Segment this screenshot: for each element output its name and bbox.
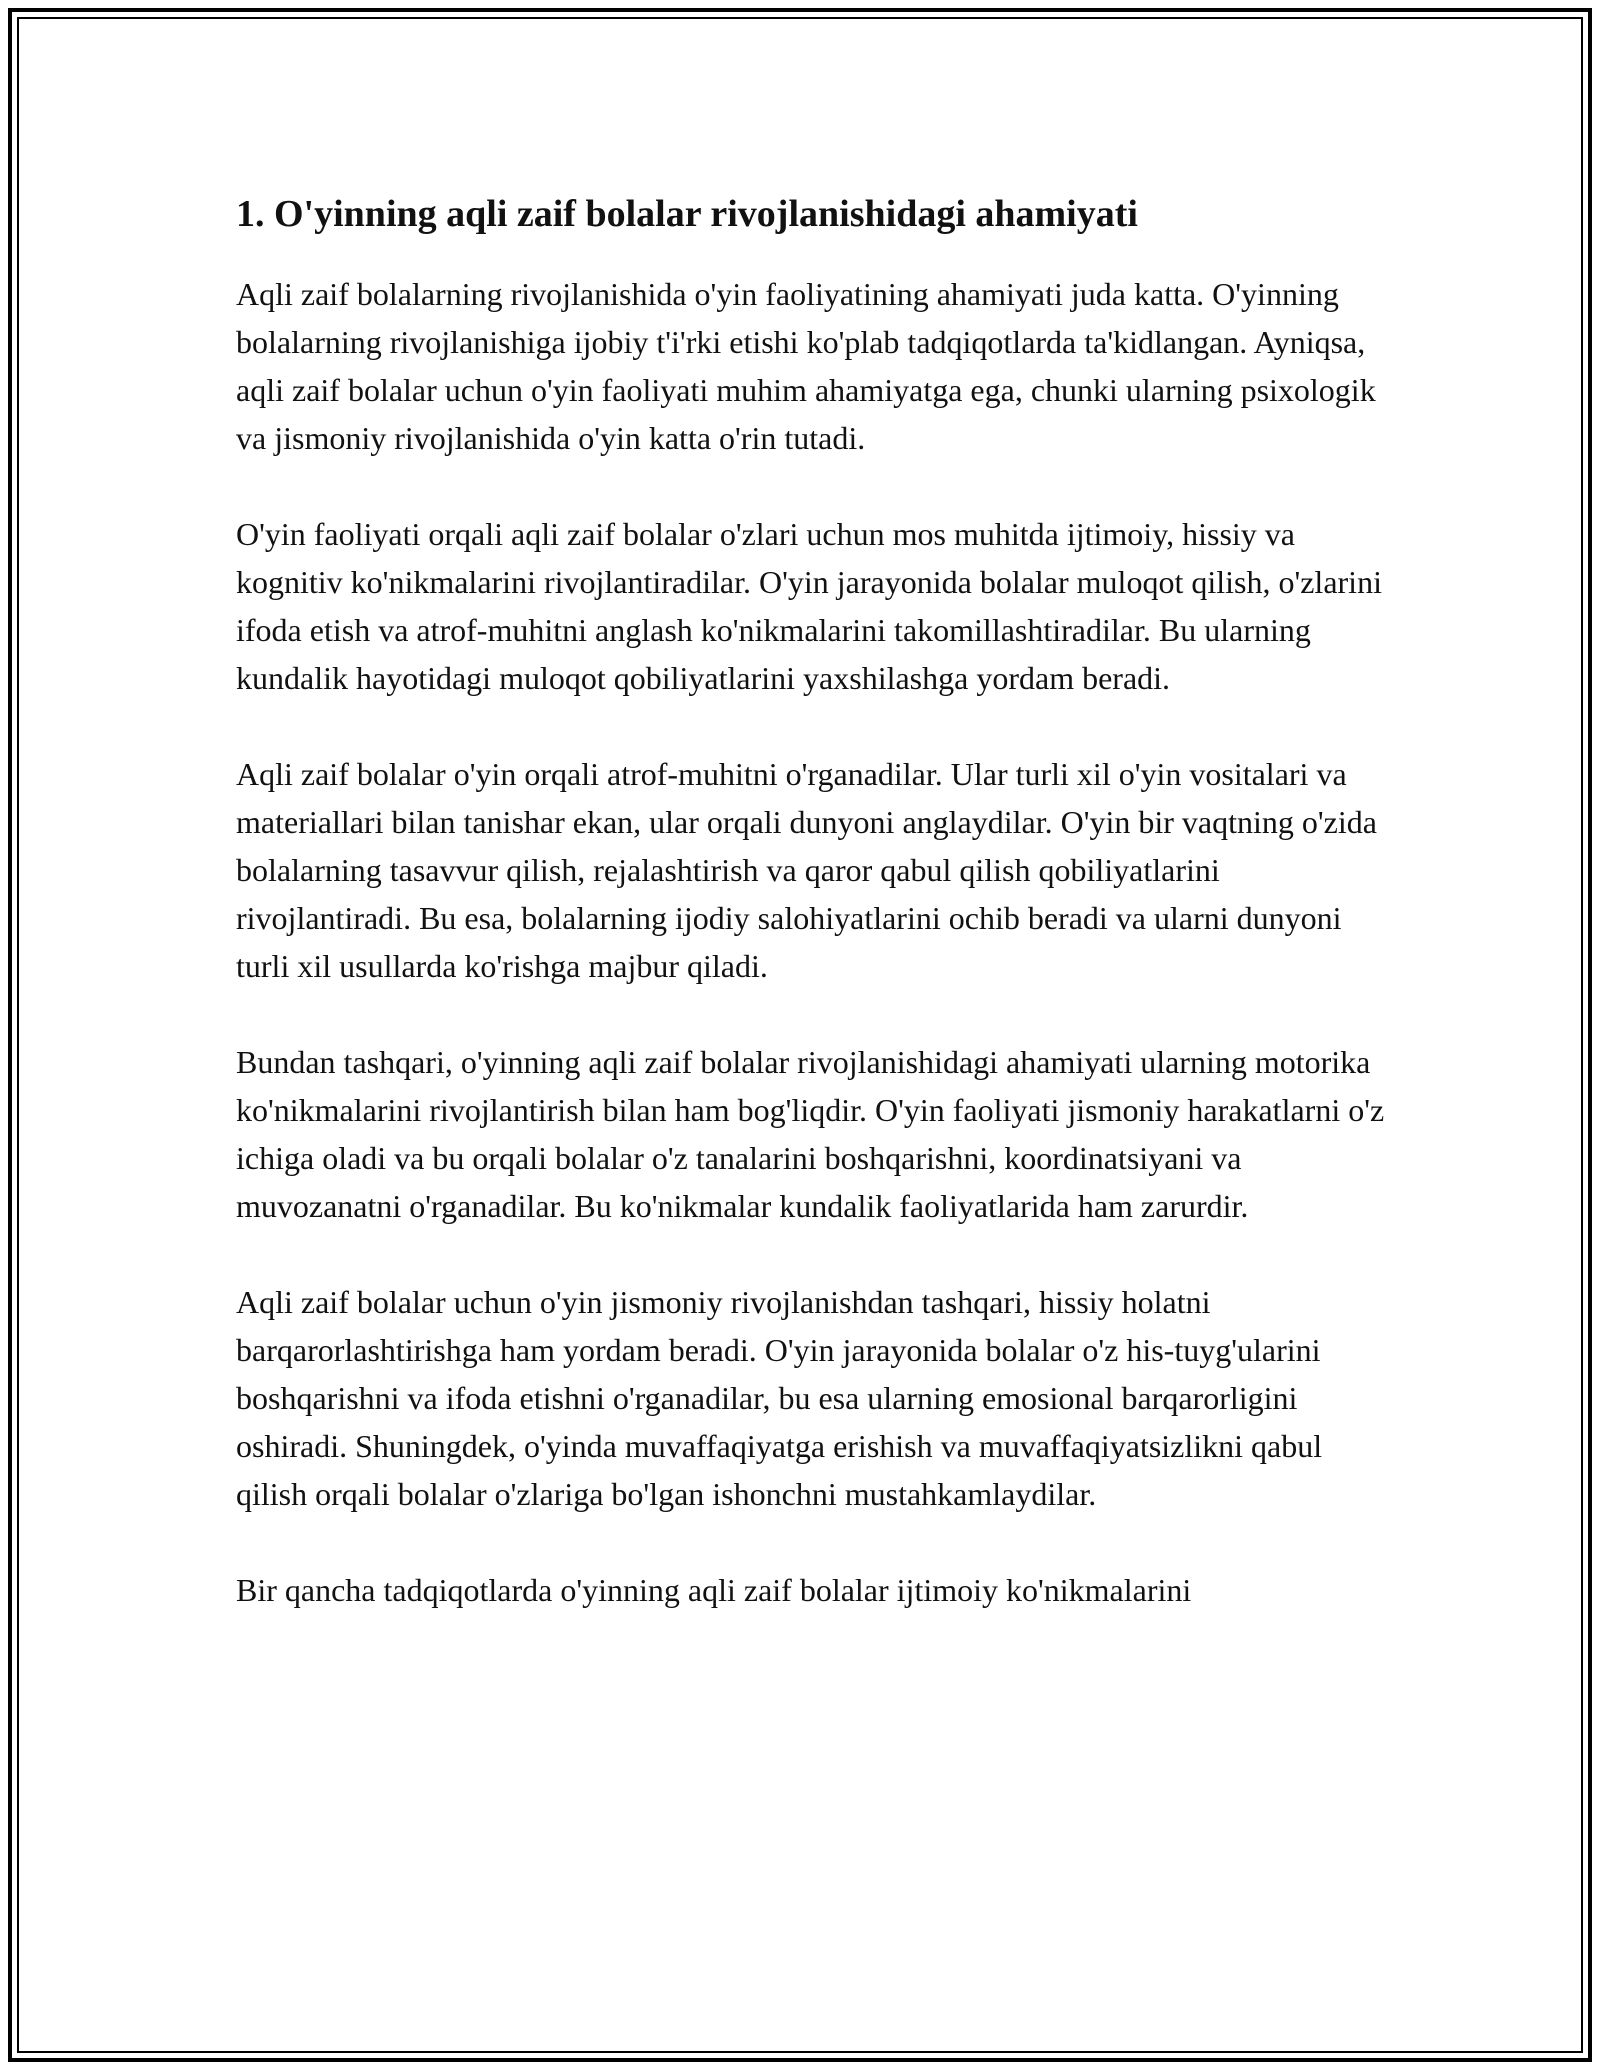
paragraph-6: Bir qancha tadqiqotlarda o'yinning aqli zaif bolalar ijtimoiy ko'nikmalarini xyxy=(236,1572,1192,1608)
paragraph-3: Aqli zaif bolalar o'yin orqali atrof-muhitni o'rganadilar. Ular turli xil o'yin vositalari va materiallari bilan tanishar ekan, ular orqali dunyoni anglaydilar. O'yin bir vaqtning o'zida bolalarning tasavvur qilish, rejalashtirish va qaror qabul qilish qobiliyatlarini rivojlantiradi. Bu esa, bolalarning ijodiy salohiyatlarini ochib beradi va ularni dunyoni turli xil usullarda ko'rishga majbur qiladi. xyxy=(236,756,1377,984)
document-body xyxy=(236,186,1386,1614)
paragraph-2: O'yin faoliyati orqali aqli zaif bolalar o'zlari uchun mos muhitda ijtimoiy, hissiy va kognitiv ko'nikmalarini rivojlantiradilar. O'yin jarayonida bolalar muloqot qilish, o'zlarini ifoda etish va atrof-muhitni anglash ko'nikmalarini takomillashtiradilar. Bu ularning kundalik hayotidagi muloqot qobiliyatlarini yaxshilashga yordam beradi. xyxy=(236,516,1382,696)
paragraph-1: Aqli zaif bolalarning rivojlanishida o'yin faoliyatining ahamiyati juda katta. O'yinning bolalarning rivojlanishiga ijobiy t'i'rki etishi ko'plab tadqiqotlarda ta'kidlangan. Ayniqsa, aqli zaif bolalar uchun o'yin faoliyati muhim ahamiyatga ega, chunki ularning psixologik va jismoniy rivojlanishida o'yin katta o'rin tutadi. xyxy=(236,276,1376,456)
paragraph-5: Aqli zaif bolalar uchun o'yin jismoniy rivojlanishdan tashqari, hissiy holatni barqarorlashtirishga ham yordam beradi. O'yin jarayonida bolalar o'z his-tuyg'ularini boshqarishni va ifoda etishni o'rganadilar, bu esa ularning emosional barqarorligini oshiradi. Shuningdek, o'yinda muvaffaqiyatga erishish va muvaffaqiyatsizlikni qabul qilish orqali bolalar o'zlariga bo'lgan ishonchni mustahkamlaydilar. xyxy=(236,1284,1323,1512)
section-heading: 1. O'yinning aqli zaif bolalar rivojlanishidagi ahamiyati xyxy=(236,193,1138,235)
paragraph-4: Bundan tashqari, o'yinning aqli zaif bolalar rivojlanishidagi ahamiyati ularning motorika ko'nikmalarini rivojlantirish bilan ham bog'liqdir. O'yin faoliyati jismoniy harakatlarni o'z ichiga oladi va bu orqali bolalar o'z tanalarini boshqarishni, koordinatsiyani va muvozanatni o'rganadilar. Bu ko'nikmalar kundalik faoliyatlarida ham zarurdir. xyxy=(236,1044,1385,1224)
